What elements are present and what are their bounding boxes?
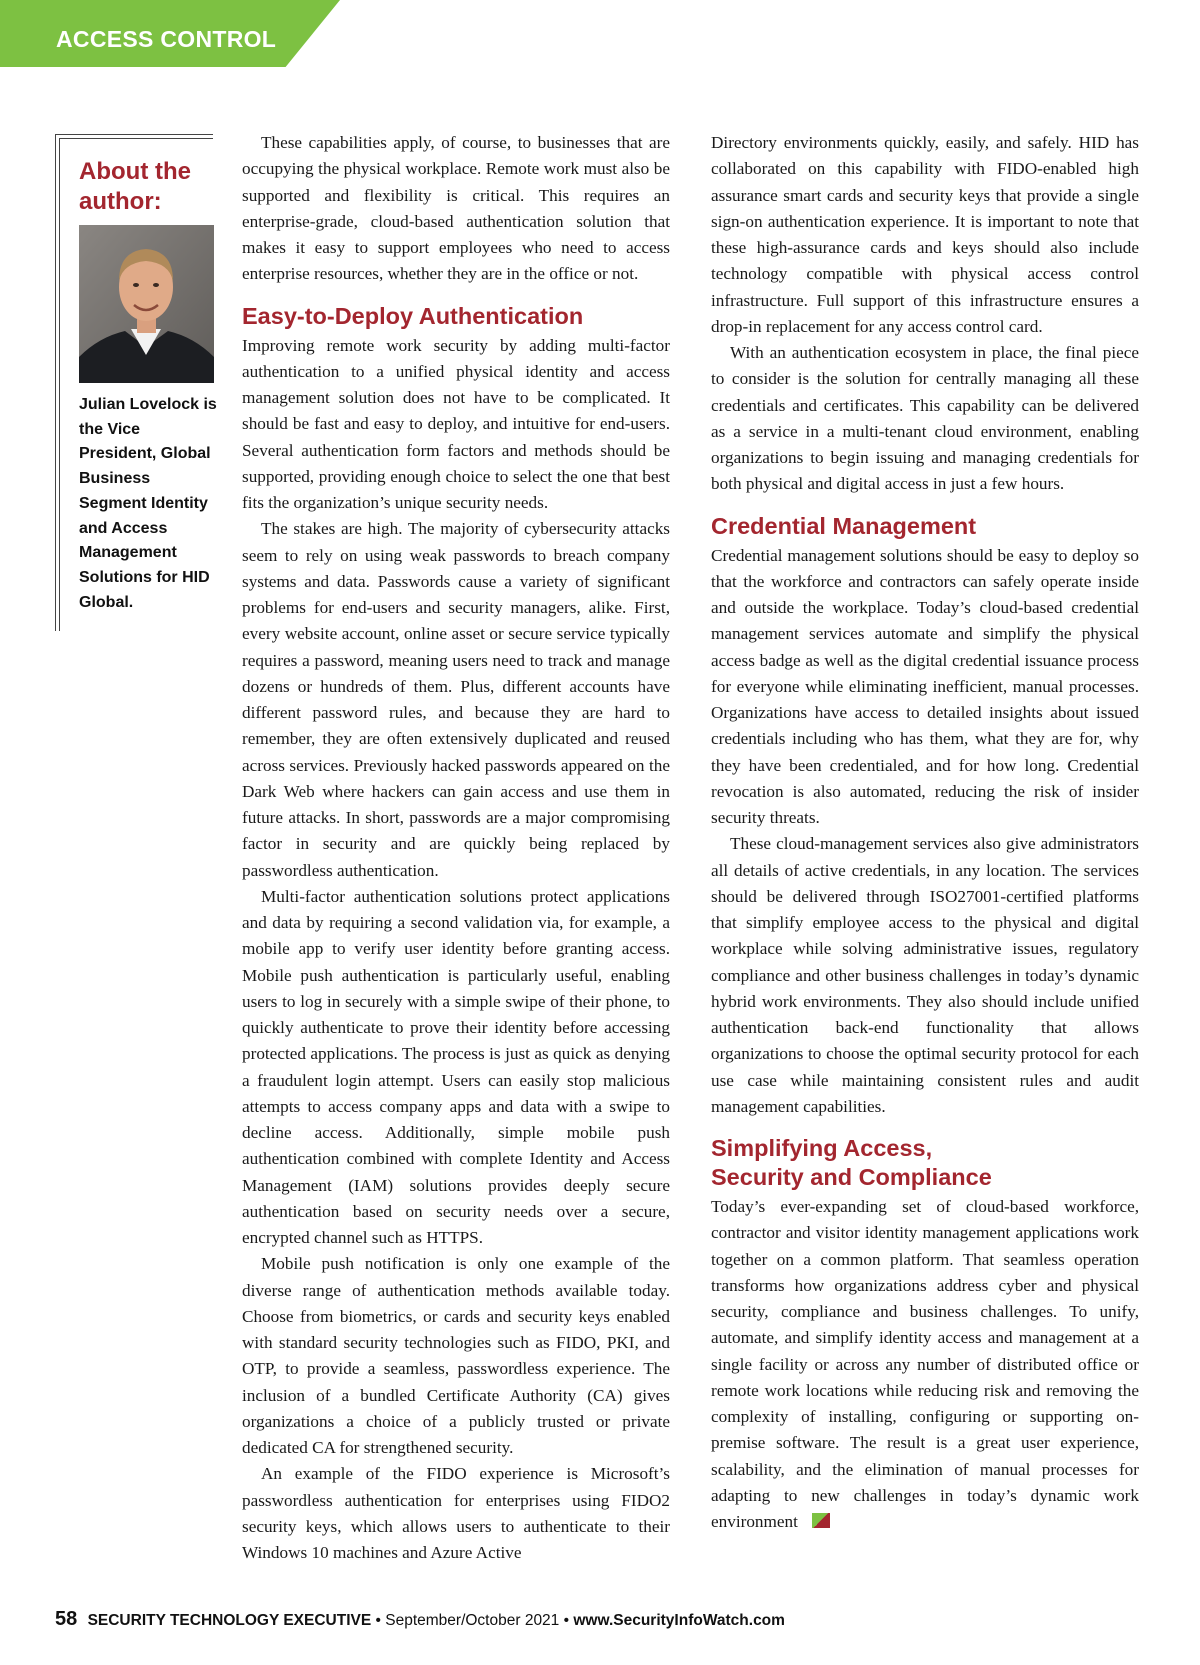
paragraph: Improving remote work security by adding multi-factor authentication to a unified physical identity and access management solution does not have to be complicated. It should be fast and easy to deploy, and intuitive for end-users. Several authentication form factors and methods should be supported, providing enough choice to select the one that best fits the organization’s unique security needs.: [242, 335, 670, 512]
section-heading-simplifying-access: [711, 1134, 1139, 1192]
heading-line: Security and Compliance: [711, 1164, 992, 1190]
publication-name: SECURITY TECHNOLOGY EXECUTIVE: [87, 1612, 372, 1629]
paragraph: With an authentication ecosystem in place, the final piece to consider is the solution for centrally managing all these credentials and certificates. This capability can be delivered as a service in a multi-tenant cloud environment, enabling organizations to begin issuing and managing credentials for both physical and digital access in just a few hours.: [711, 343, 1139, 494]
author-heading: About the author:: [79, 158, 191, 215]
author-portrait-image: [79, 225, 214, 383]
paragraph: Directory environments quickly, easily, and safely. HID has collaborated on this capability with FIDO-enabled high assurance smart cards and security keys that provide a single sign-on authentication experience. It is important to note that these high-assurance cards and keys should also include technology compatible with physical access control infrastructure. Full support of this infrastructure ensures a drop-in replacement for any access control card.: [711, 133, 1139, 336]
article-column-left: [242, 130, 670, 1566]
article-column-right: [711, 130, 1139, 1535]
paragraph-text: Today’s ever-expanding set of cloud-based workforce, contractor and visitor identity management applications work together on a common platform. That seamless operation transforms how organizations address cyber and physical security, compliance and business challenges. To unify, automate, and simplify identity access and management at a single facility or across any number of distributed office or remote work locations while reducing risk and removing the complexity of installing, configuring or supporting on-premise software. The result is a great user experience, scalability, and the elimination of manual processes for adapting to new challenges in today’s dynamic work environment: [711, 1197, 1139, 1531]
website-link[interactable]: www.SecurityInfoWatch.com: [573, 1612, 785, 1629]
paragraph: Multi-factor authentication solutions protect applications and data by requiring a second validation via, for example, a mobile app to verify user identity before granting access. Mobile push authentication is particularly useful, enabling users to log in securely with a simple swipe of their phone, to quickly authenticate to prove their identity before accessing protected applications. The process is just as quick as denying a fraudulent login attempt. Users can easily stop malicious attempts to access company apps and data with a swipe to decline access. Additionally, simple mobile push authentication combined with complete Identity and Access Management (IAM) solutions provides deeply secure authentication based on security needs over a secure, encrypted channel such as HTTPS.: [242, 886, 670, 1247]
footer-separator: •: [559, 1612, 574, 1629]
author-photo: [79, 225, 214, 383]
paragraph: [711, 1194, 1139, 1535]
paragraph: An example of the FIDO experience is Microsoft’s passwordless authentication for enterprises using FIDO2 security keys, which allows users to authenticate to their Windows 10 machines and Azure Active: [242, 1464, 670, 1562]
page-number: 58: [55, 1608, 78, 1630]
heading-line: Simplifying Access,: [711, 1135, 933, 1161]
page-footer: [55, 1608, 785, 1631]
footer-separator: •: [371, 1612, 386, 1629]
paragraph: Credential management solutions should be easy to deploy so that the workforce and contractors can safely operate inside and outside the workplace. Today’s cloud-based credential management services automate and simplify the physical access badge as well as the digital credential issuance process for everyone while eliminating inefficient, manual processes. Organizations have access to detailed insights about issued credentials including who has them, what they are for, why they have been credentialed, and for how long. Credential revocation is also automated, reducing the risk of insider security threats.: [711, 545, 1139, 827]
section-heading-credential-management: Credential Management: [711, 512, 977, 539]
section-label: ACCESS CONTROL: [56, 26, 277, 52]
author-bio: Julian Lovelock is the Vice President, Global Business Segment Identity and Access Management Solutions for HID Global.: [79, 396, 217, 611]
section-heading-easy-to-deploy: Easy-to-Deploy Authentication: [242, 302, 584, 329]
author-sidebar: [55, 134, 217, 631]
issue-date: September/October 2021: [385, 1612, 560, 1629]
paragraph: These capabilities apply, of course, to businesses that are occupying the physical workplace. Remote work must also be supported and flexibility is critical. This requires an enterprise-grade, cloud-based authentication solution that makes it easy to support employees who need to access enterprise resources, whether they are in the office or not.: [242, 133, 670, 284]
paragraph: These cloud-management services also give administrators all details of active credentials, in any location. The services should be delivered through ISO27001-certified platforms that simplify employee access to the physical and digital workplace while solving administrative issues, regulatory compliance and other business challenges in today’s dynamic hybrid work environments. They also should include unified authentication back-end functionality that allows organizations to choose the optimal security protocol for each use case while maintaining consistent rules and audit management capabilities.: [711, 834, 1139, 1116]
paragraph: Mobile push notification is only one example of the diverse range of authentication methods available today. Choose from biometrics, or cards and security keys enabled with standard security technologies such as FIDO, PKI, and OTP, to provide a seamless, passwordless experience. The inclusion of a bundled Certificate Authority (CA) gives organizations a choice of a publicly trusted or private dedicated CA for strengthened security.: [242, 1254, 670, 1457]
paragraph: The stakes are high. The majority of cybersecurity attacks seem to rely on using weak passwords to breach company systems and data. Passwords cause a variety of significant problems for end-users and security managers, alike. First, every website account, online asset or secure service typically requires a password, meaning users need to track and manage dozens or hundreds of them. Plus, different accounts have different password rules, and because they are hard to remember, they are often extensively duplicated and reused across services. Previously hacked passwords appeared on the Dark Web where hackers can gain access and use them in future attacks. In short, passwords are a major compromising factor in security and are quickly being replaced by passwordless authentication.: [242, 519, 670, 880]
end-of-article-icon: [812, 1513, 830, 1528]
